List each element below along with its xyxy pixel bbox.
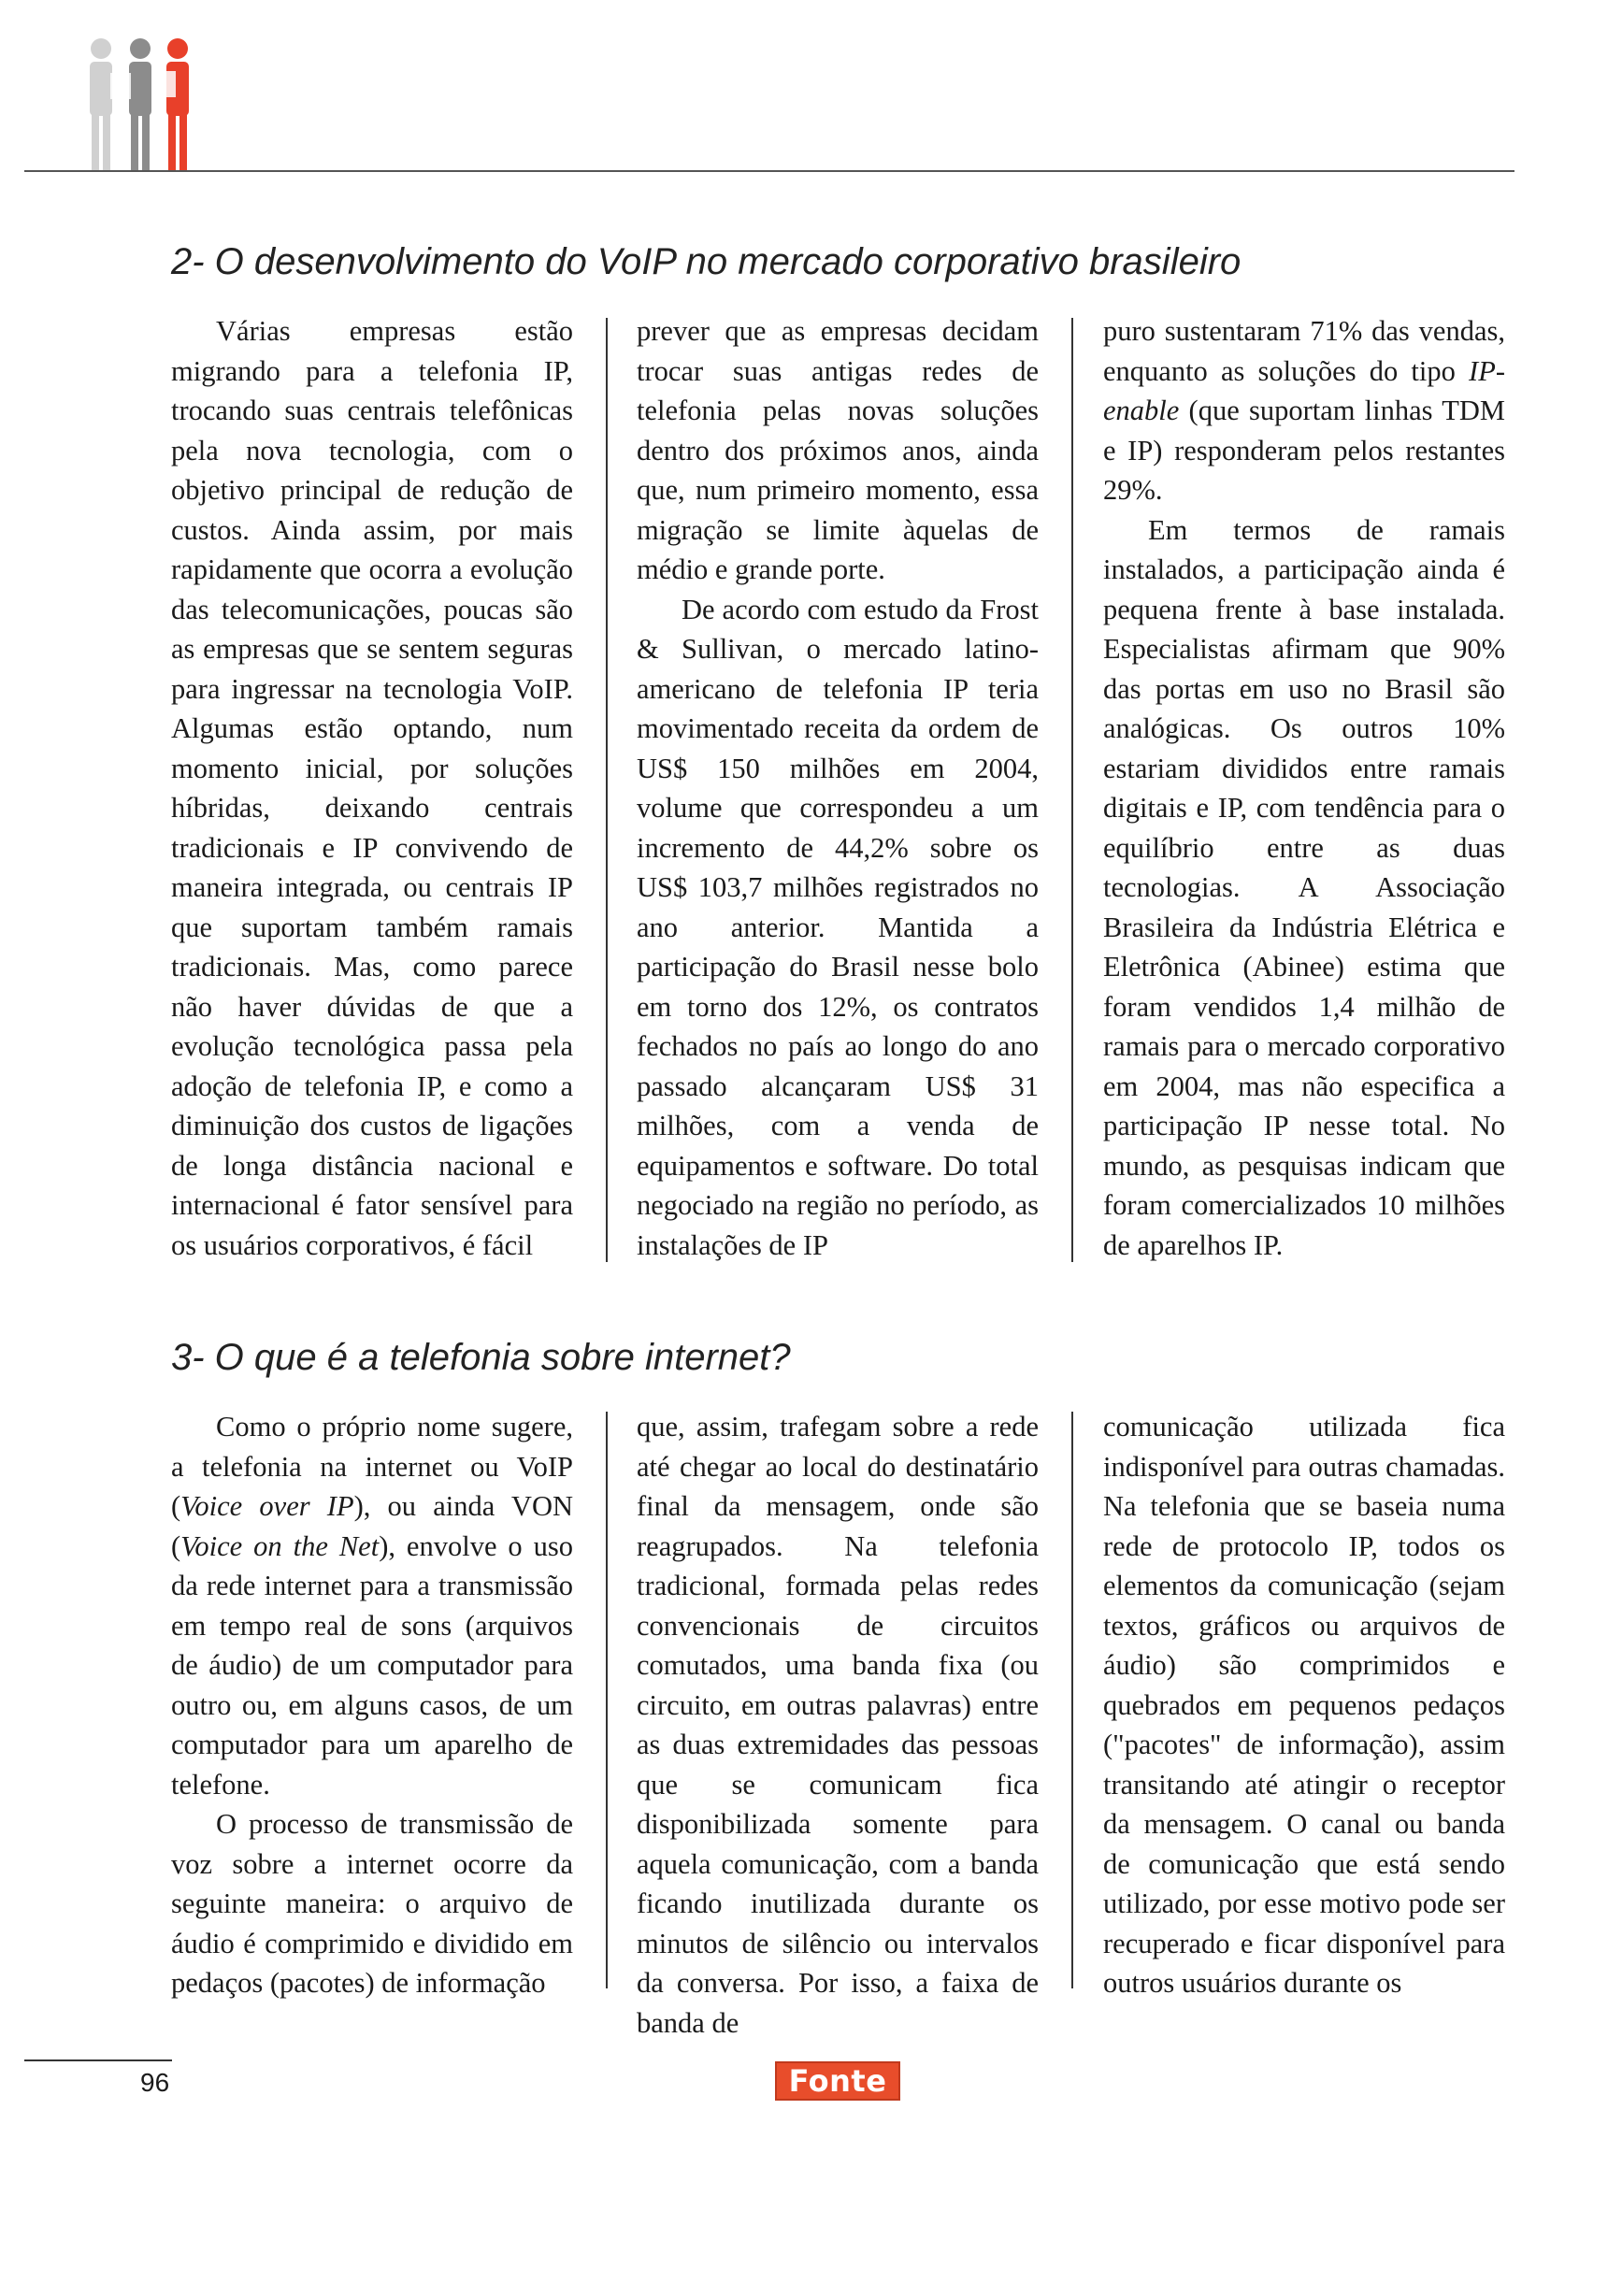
page-number: 96 <box>140 2068 170 2097</box>
fonte-badge-label: Fonte <box>788 2063 887 2099</box>
section-3-column-1 <box>171 1407 573 2003</box>
footer-rule <box>24 2059 172 2061</box>
paragraph: De acordo com estudo da Frost & Sullivan, o mercado latino-americano de telefonia IP teria movimentado receita da ordem de US$ 150 milhões em 2004, volume que correspondeu a um incremento de 44,2% sobre os US$ 103,7 milhões registrados no ano anterior. Mantida a participação do Brasil nesse bolo em torno dos 12%, os contratos fechados no país ao longo do ano passado alcançaram US$ 31 milhões, com a venda de equipamentos e software. Do total negociado na região no período, as instalações de IP <box>637 593 1039 1261</box>
column-divider <box>606 318 608 1262</box>
text-run: (que suportam linhas TDM e IP) responderam pelos restantes 29%. <box>1103 395 1505 506</box>
paragraph: comunicação utilizada fica indisponível para outras chamadas. Na telefonia que se baseia numa rede de protocolo IP, todos os elementos da comunicação (sejam textos, gráficos ou arquivos de áudio) são comprimidos e quebrados em pequenos pedaços ("pacotes" de informação), assim transitando até atingir o receptor da mensagem. O canal ou banda de comunicação que está sendo utilizado, por esse motivo pode ser recuperado e ficar disponível para outros usuários durante os <box>1103 1411 1505 1999</box>
section-3-column-3 <box>1103 1407 1505 2003</box>
emphasis: Voice over IP <box>180 1490 354 1522</box>
emphasis: Voice on the Net <box>180 1529 380 1562</box>
section-2-column-1 <box>171 311 573 1265</box>
paragraph: prever que as empresas decidam trocar suas antigas redes de telefonia pelas novas soluções dentro dos próximos anos, ainda que, num primeiro momento, essa migração se limite àquelas de médio e grande porte. <box>637 315 1039 585</box>
paragraph: que, assim, trafegam sobre a rede até chegar ao local do destinatário final da mensagem, onde são reagrupados. Na telefonia tradicional, formada pelas redes convencionais de circuitos comutados, uma banda fixa (ou circuito, em outras palavras) entre as duas extremidades das pessoas que se comunicam fica disponibilizada somente para aquela comunicação, com a banda ficando inutilizada durante os minutos de silêncio ou intervalos da conversa. Por isso, a faixa de banda de <box>637 1411 1039 2039</box>
column-divider <box>1071 1412 1073 1988</box>
section-2-column-2 <box>637 311 1039 1265</box>
paragraph: O processo de transmissão de voz sobre a internet ocorre da seguinte maneira: o arquivo de áudio é comprimido e dividido em pedaços (pacotes) de informação <box>171 1808 573 1999</box>
section-3-column-2 <box>637 1407 1039 2043</box>
header-rule <box>24 170 1514 172</box>
text-run: puro sustentaram 71% das vendas, enquanto as soluções do tipo <box>1103 315 1505 387</box>
section-2-column-3 <box>1103 311 1505 1265</box>
paragraph <box>1103 311 1505 510</box>
column-divider <box>1071 318 1073 1262</box>
section-2-heading: 2- O desenvolvimento do VoIP no mercado corporativo brasileiro <box>171 241 1242 282</box>
section-3-heading: 3- O que é a telefonia sobre internet? <box>171 1337 791 1378</box>
column-divider <box>606 1412 608 1988</box>
paragraph <box>171 1407 573 1804</box>
emphasis: IP-enable <box>1103 354 1505 426</box>
paragraph: Em termos de ramais instalados, a participação ainda é pequena frente à base instalada. Especialistas afirmam que 90% das portas em uso no Brasil são analógicas. Os outros 10% estariam divididos entre ramais digitais e IP, com tendência para o equilíbrio entre as duas tecnologias. A Associação Brasileira da Indústria Elétrica e Eletrônica (Abinee) estima que foram vendidos 1,4 milhão de ramais para o mercado corporativo em 2004, mas não especifica a participação IP nesse total. No mundo, as pesquisas indicam que foram comercializados 10 milhões de aparelhos IP. <box>1103 513 1505 1261</box>
fonte-badge <box>775 2061 900 2101</box>
text-run: ), ou ainda VON ( <box>171 1490 573 1562</box>
people-logo-icon <box>73 34 213 174</box>
paragraph: Várias empresas estão migrando para a telefonia IP, trocando suas centrais telefônicas pela nova tecnologia, com o objetivo principal de redução de custos. Ainda assim, por mais rapidamente que ocorra a evolução das telecomunicações, poucas são as empresas que se sentem seguras para ingressar na tecnologia VoIP. Algumas estão optando, num momento inicial, por soluções híbridas, deixando centrais tradicionais e IP convivendo de maneira integrada, ou centrais IP que suportam também ramais tradicionais. Mas, como parece não haver dúvidas de que a evolução tecnológica passa pela adoção de telefonia IP, e como a diminuição dos custos de ligações de longa distância nacional e internacional é fator sensível para os usuários corporativos, é fácil <box>171 315 573 1261</box>
text-run: ), envolve o uso da rede internet para a transmissão em tempo real de sons (arquivos de áudio) de um computador para outro ou, em alguns casos, de um computador para um aparelho de telefone. <box>171 1529 574 1801</box>
text-run: Como o próprio nome sugere, a telefonia na internet ou VoIP ( <box>171 1411 573 1522</box>
